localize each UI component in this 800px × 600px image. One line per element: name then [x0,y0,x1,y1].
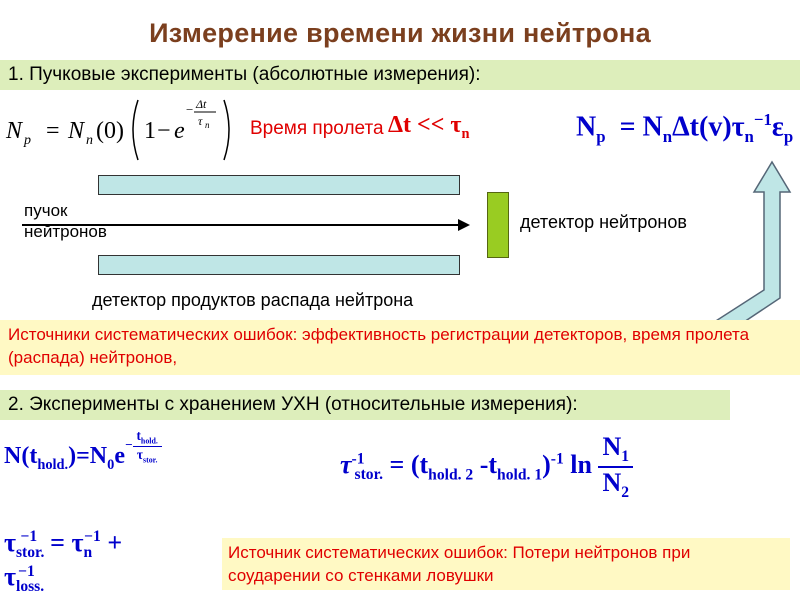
svg-text:N: N [68,118,85,144]
svg-text:1: 1 [144,118,156,144]
neutron-beam-label [24,200,107,242]
formula-lifetime-sum: $\tau_{stor.}^{-1} = \tau_n^{-1} + \tau_{loss.}^{-1}$ [4,528,123,596]
formula-np-rate: $N_p = N_n\Delta t(v)\tau_n^{-1}\varepsilon_p$ [576,110,794,146]
systematics-note-storage: Источник систематических ошибок: Потери нейтронов при соударении со стенками ловушки [222,538,790,590]
svg-text:Δt: Δt [196,97,207,111]
formula-np-exponential-svg [4,92,244,164]
svg-text:n: n [86,133,93,148]
svg-text:−: − [157,118,171,144]
page-title: Измерение времени жизни нейтрона [149,18,651,48]
svg-text:=: = [46,118,60,144]
svg-text:e: e [174,118,185,144]
decay-product-detector-top [98,175,460,195]
svg-text:p: p [24,133,31,148]
ratio-n1-n2: $\frac{N_1}{N_2}$ [598,432,633,502]
decay-product-detector-bottom [98,255,460,275]
svg-text:τ: τ [198,114,203,128]
neutron-beam-label-line2: нейтронов [24,222,107,241]
svg-text:−: − [186,102,194,117]
neutron-beam-arrowhead [458,219,470,231]
formula-storage-decay: $N(t_{hold.})=N_0e^{- \frac{t_{hold.}}{\tau_{stor.}}}$ [4,428,162,474]
neutron-beam-label-line1: пучок [24,201,68,220]
svg-text:n: n [205,120,210,130]
svg-text:N: N [6,118,23,144]
decay-products-detector-label: детектор продуктов распада нейтрона [92,290,414,310]
time-of-flight-label: Время пролета [250,118,384,139]
section2-heading: 2. Эксперименты с хранением УХН (относительные измерения): [0,390,730,420]
systematics-note-beam: Источники систематических ошибок: эффективность регистрации детекторов, время пролета (распада) нейтронов, [0,320,800,375]
formula-storage-lifetime: $\tau^{-1}_{stor.} = (t_{hold. 2}$ $-t_{hold. 1})^{-1}$ ln $\frac{N_1}{N_2}$ [340,432,633,502]
time-of-flight-condition: $\Delta t << \tau_n$ [388,112,470,142]
neutron-detector [487,192,509,258]
section1-heading: 1. Пучковые эксперименты (абсолютные измерения): [0,60,800,90]
svg-text:(0): (0) [96,118,124,144]
systematics-arrow [690,140,800,350]
formula-np-exponential [4,92,244,164]
neutron-detector-label: детектор нейтронов [520,212,687,232]
